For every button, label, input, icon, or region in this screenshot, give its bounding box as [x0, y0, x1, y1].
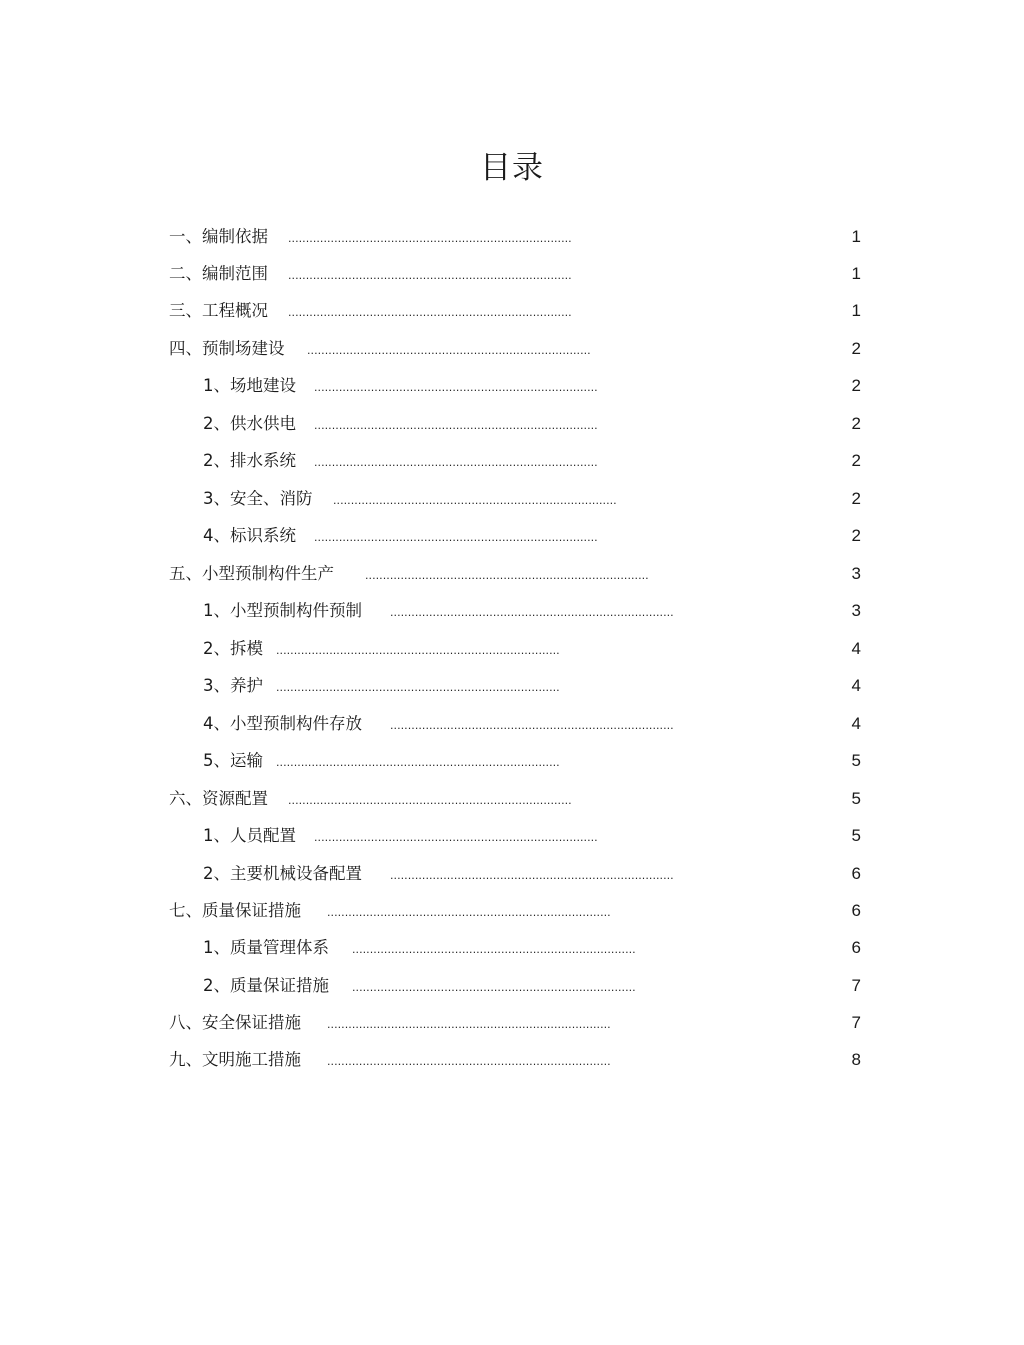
toc-page-number: 2	[851, 489, 861, 508]
toc-entry-label: 2、质量保证措施	[203, 976, 329, 995]
toc-dot-leader: ................................................................................	[288, 232, 572, 245]
toc-dot-leader: ................................................................................	[314, 381, 598, 394]
toc-entry[interactable]	[0, 935, 950, 961]
toc-page-number: 2	[851, 339, 861, 358]
toc-entry-label: 二、编制范围	[169, 264, 268, 283]
toc-dot-leader: ................................................................................	[276, 644, 560, 657]
toc-entry[interactable]	[0, 786, 950, 812]
toc-page-number: 4	[851, 676, 861, 695]
toc-entry-label: 七、质量保证措施	[169, 901, 301, 920]
toc-entry-label: 1、质量管理体系	[203, 938, 329, 957]
toc-dot-leader: ................................................................................	[390, 719, 674, 732]
toc-entry-label: 五、小型预制构件生产	[169, 564, 334, 583]
toc-page-number: 2	[851, 451, 861, 470]
toc-dot-leader: ................................................................................	[333, 494, 617, 507]
toc-entry[interactable]	[0, 673, 950, 699]
toc-entry[interactable]	[0, 448, 950, 474]
toc-page-number: 7	[851, 1013, 861, 1032]
toc-entry-label: 4、小型预制构件存放	[203, 714, 362, 733]
toc-title: 目录	[480, 150, 544, 186]
toc-page-number: 1	[851, 301, 861, 320]
toc-dot-leader: ................................................................................	[314, 531, 598, 544]
toc-dot-leader: ................................................................................	[307, 344, 591, 357]
toc-dot-leader: ................................................................................	[276, 756, 560, 769]
toc-dot-leader: ................................................................................	[314, 831, 598, 844]
toc-entry-label: 六、资源配置	[169, 789, 268, 808]
toc-page-number: 1	[851, 264, 861, 283]
toc-entry-label: 八、安全保证措施	[169, 1013, 301, 1032]
toc-entry[interactable]	[0, 823, 950, 849]
toc-entry[interactable]	[0, 898, 950, 924]
toc-entry[interactable]	[0, 261, 950, 287]
toc-page-number: 7	[851, 976, 861, 995]
toc-entry-label: 三、工程概况	[169, 301, 268, 320]
toc-entry-label: 四、预制场建设	[169, 339, 285, 358]
toc-dot-leader: ................................................................................	[288, 269, 572, 282]
toc-entry-label: 2、排水系统	[203, 451, 296, 470]
toc-page-number: 8	[851, 1050, 861, 1069]
toc-dot-leader: ................................................................................	[327, 1055, 611, 1068]
toc-dot-leader: ................................................................................	[327, 906, 611, 919]
toc-entry-label: 1、场地建设	[203, 376, 296, 395]
toc-dot-leader: ................................................................................	[352, 981, 636, 994]
toc-entry[interactable]	[0, 861, 950, 887]
toc-entry[interactable]	[0, 411, 950, 437]
toc-entry[interactable]	[0, 598, 950, 624]
toc-entry[interactable]	[0, 561, 950, 587]
toc-entry[interactable]	[0, 1047, 950, 1073]
toc-dot-leader: ................................................................................	[314, 456, 598, 469]
toc-entry-label: 一、编制依据	[169, 227, 268, 246]
toc-entry-label: 5、运输	[203, 751, 263, 770]
toc-page-number: 6	[851, 938, 861, 957]
toc-entry-label: 九、文明施工措施	[169, 1050, 301, 1069]
toc-entry[interactable]	[0, 373, 950, 399]
toc-page-number: 1	[851, 227, 861, 246]
toc-dot-leader: ................................................................................	[327, 1018, 611, 1031]
toc-entry-label: 1、人员配置	[203, 826, 296, 845]
toc-page-number: 4	[851, 639, 861, 658]
toc-dot-leader: ................................................................................	[288, 306, 572, 319]
toc-entry-label: 2、主要机械设备配置	[203, 864, 362, 883]
toc-dot-leader: ................................................................................	[390, 606, 674, 619]
toc-entry-label: 2、拆模	[203, 639, 263, 658]
toc-entry[interactable]	[0, 486, 950, 512]
toc-entry-label: 2、供水供电	[203, 414, 296, 433]
toc-dot-leader: ................................................................................	[276, 681, 560, 694]
toc-dot-leader: ................................................................................	[314, 419, 598, 432]
toc-page-number: 3	[851, 601, 861, 620]
toc-entry[interactable]	[0, 636, 950, 662]
toc-entry[interactable]	[0, 298, 950, 324]
toc-dot-leader: ................................................................................	[390, 869, 674, 882]
toc-entry[interactable]	[0, 336, 950, 362]
toc-entry-label: 4、标识系统	[203, 526, 296, 545]
toc-page-number: 5	[851, 789, 861, 808]
toc-entry[interactable]	[0, 711, 950, 737]
toc-page-number: 5	[851, 826, 861, 845]
toc-dot-leader: ................................................................................	[288, 794, 572, 807]
toc-entry-label: 3、安全、消防	[203, 489, 313, 508]
toc-entry[interactable]	[0, 1010, 950, 1036]
toc-page-number: 4	[851, 714, 861, 733]
toc-dot-leader: ................................................................................	[365, 569, 649, 582]
toc-page-number: 2	[851, 526, 861, 545]
toc-entry[interactable]	[0, 224, 950, 250]
toc-page-number: 6	[851, 864, 861, 883]
toc-entry[interactable]	[0, 523, 950, 549]
toc-dot-leader: ................................................................................	[352, 943, 636, 956]
toc-entry[interactable]	[0, 748, 950, 774]
toc-page-number: 2	[851, 376, 861, 395]
toc-page-number: 2	[851, 414, 861, 433]
toc-page-number: 3	[851, 564, 861, 583]
toc-entry[interactable]	[0, 973, 950, 999]
toc-page-number: 5	[851, 751, 861, 770]
toc-entry-label: 3、养护	[203, 676, 263, 695]
toc-page-number: 6	[851, 901, 861, 920]
toc-entry-label: 1、小型预制构件预制	[203, 601, 362, 620]
